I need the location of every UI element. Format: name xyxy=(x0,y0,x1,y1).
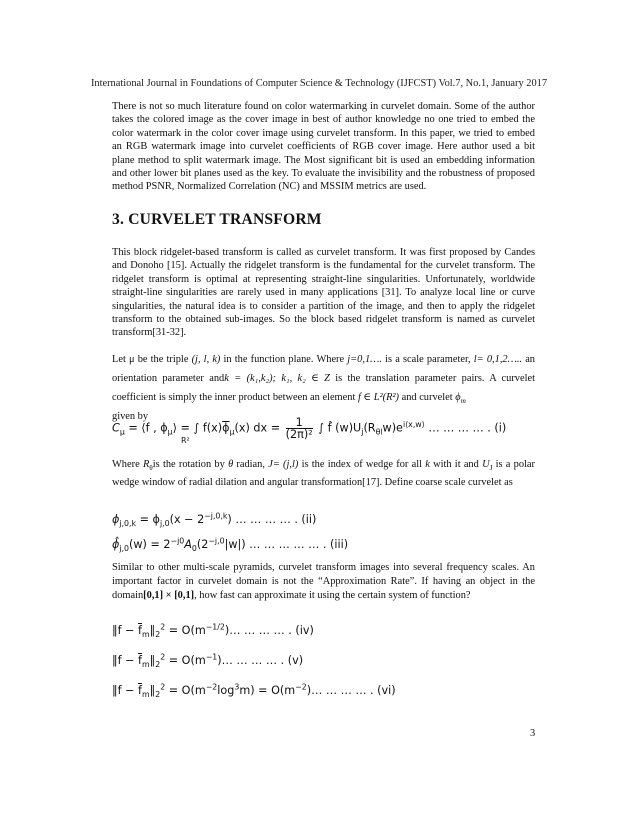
wedge-paragraph: Where $R_\theta is$ the rotation by θ radian, J= (j,l) is the index of wedge for all k with it and $U_J$ is a polar wedge window of radial dilation and angular transformation[17]. Define coarse scale curvelet as xyxy=(112,459,536,488)
equation-v: ‖f − $\overline{f}_m‖_2^2$ = $O(m^{-1})\dots$ … … … . (v) xyxy=(112,652,304,670)
intro-paragraph: There is not so much literature found on color watermarking in curvelet domain. Some of the author takes the colored image as the cover image in best of author knowledge no one tried to embed the color watermark in the color cover image using curvelet transform. In this paper, we tried to embed an RGB watermark image into curvelet coefficients of RGB cover image. Here author used a bit plane method to split watermark image. The Most significant bit is used an embedding information and other lower bit planes used as the key. To evaluate the invisibility and the robustness of proposed method PSNR, Normalized Correlation (NC) and MSSIM metrics are used. xyxy=(112,101,535,193)
section-title: 3. CURVELET TRANSFORM xyxy=(112,211,322,228)
equation-ii: $\phi_{j,0,k} = \phi_{j,0}(x - 2^{-j,0,k})$ … … … … . (ii) xyxy=(112,511,317,529)
equation-i: $C_\mu$ = ⟨f , $\phi_\mu⟩$ = ∫ $f(x)\overline{\phi}_\mu(x)$ dx = $\frac{1}{\text{(2π)²}}$ ∫ f̂ $(w)U_j(R_{\theta l}w)e^{i⟨x,w⟩}$ … … … … . (i) xyxy=(112,416,507,441)
equation-vi: ‖f − $\overline{f}_m‖_2^2 = O(m^{-2}\log^3m)$ = $O(m^{-2})\dots$ … … … . (vi) xyxy=(112,682,396,700)
integral-domain: R² xyxy=(181,436,190,445)
equation-iii: $\phî_{j,0}(w) = 2^{-j0}A_0(2^{-j,0}|w|)$ … … … … … . (iii) xyxy=(112,536,349,554)
definition-paragraph: Let μ be the triple (j, l, k) in the function plane. Where j=0,1…. is a scale parameter, l= 0,1,2….. an orientation parameter andk = (k₁,k₂); k₁, k₂ ∈ Z is the translation parameter pairs. A curvelet coefficient is simply the inner product between an element f ∈ L²(R²) and curvelet $\phi_m$ given by xyxy=(112,354,536,422)
page-number: 3 xyxy=(530,728,536,739)
approximation-paragraph: Similar to other multi-scale pyramids, curvelet transform images into several frequency scales. An important factor in curvelet domain is not the “Approximation Rate”. If having an object in the domain[0,1] × [0,1], how fast can approximate it using the certain system of function? xyxy=(112,562,535,601)
journal-header: International Journal in Foundations of Computer Science & Technology (IJFCST) Vol.7, No.1, January 2017 xyxy=(90,78,548,89)
equation-iv: ‖f − $\overline{f}_m‖_2^2$ = $O(m^{-1/2})\dots$ … … … . (iv) xyxy=(112,622,314,640)
curvelet-paragraph: This block ridgelet-based transform is called as curvelet transform. It was first proposed by Candes and Donoho [15]. Actually the ridgelet transform is the fundamental for the curvelet transform. The ridgelet transform is optimal at representing straight-line singularities. Unfortunately, worldwide straight-line singularities are rarely used in many applications [31]. To analyze local line or curve singularities, the natural idea is to consider a partition of the image, and then to apply the ridgelet transform to the obtained sub-images. So the block based ridgelet transform is named as curvelet transform[31-32]. xyxy=(112,247,535,339)
